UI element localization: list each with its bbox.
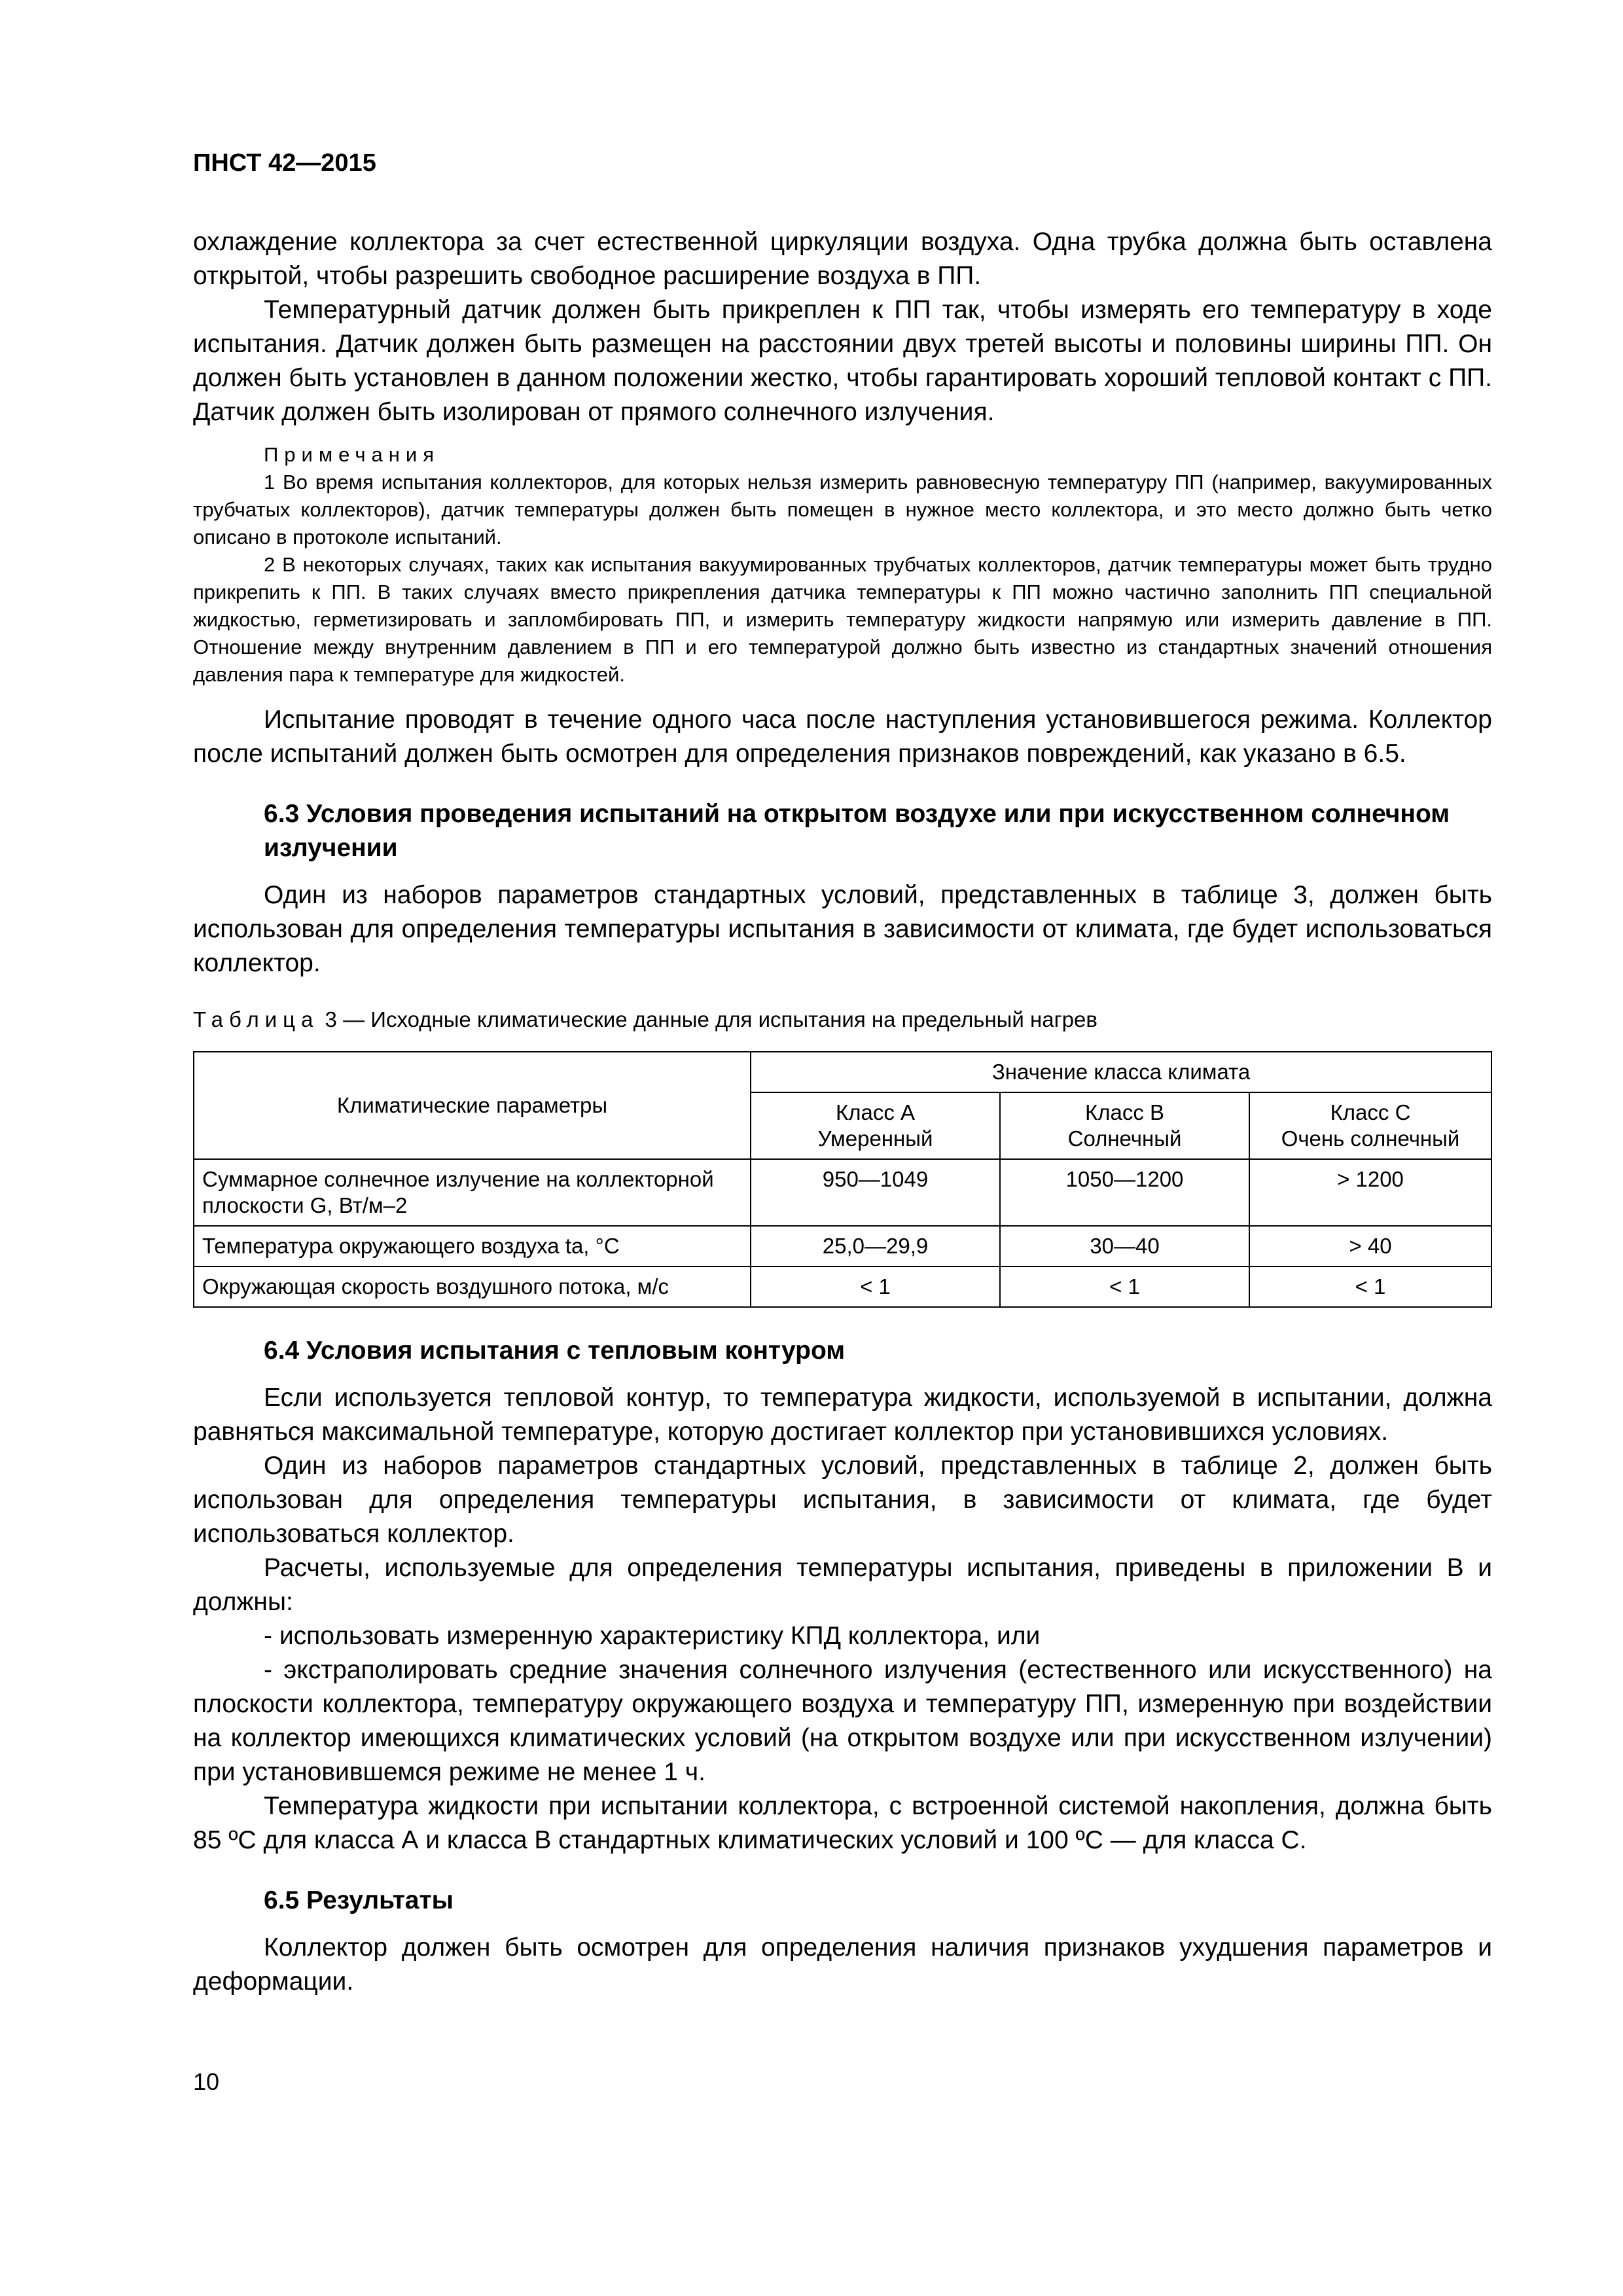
notes-title: Примечания xyxy=(264,443,440,466)
section-6-5-heading: 6.5 Результаты xyxy=(264,1886,454,1914)
section-6-5-text: Коллектор должен быть осмотрен для определения наличия признаков ухудшения параметров и деформации. xyxy=(193,1933,1492,1996)
section-6-4-p1: Если используется тепловой контур, то температура жидкости, используемой в испытании, должна равняться максимальной температуре, которую достигает коллектор при установившихся условиях. xyxy=(193,1384,1492,1446)
table-row xyxy=(194,1266,1491,1307)
param-header: Климатические параметры xyxy=(194,1052,751,1159)
row-value: < 1 xyxy=(751,1266,1000,1307)
class-c-name: Класс С xyxy=(1330,1100,1411,1124)
notes-block xyxy=(193,441,1492,689)
table-caption-text: 3 — Исходные климатические данные для испытания на предельный нагрев xyxy=(319,1007,1097,1031)
note-1: 1 Во время испытания коллекторов, для которых нельзя измерить равновесную температуру ПП (например, вакуумированных трубчатых коллекторов), датчик температуры должен быть помещен в нужное место коллектора, и это место должно быть четко описано в протоколе испытаний. xyxy=(193,471,1492,548)
section-6-4-p4: - использовать измеренную характеристику КПД коллектора, или xyxy=(264,1622,1041,1650)
row-value: 30—40 xyxy=(1000,1226,1249,1266)
class-c-desc: Очень солнечный xyxy=(1281,1126,1460,1151)
class-a-header xyxy=(751,1092,1000,1159)
section-6-4-p5: - экстраполировать средние значения солнечного излучения (естественного или искусственного) на плоскости коллектора, температуру окружающего воздуха и температуру ПП, измеренную при воздействии на коллектор имеющихся климатических условий (на открытом воздухе или при искусственном излучении) при установившемся режиме не менее 1 ч. xyxy=(193,1656,1492,1786)
paragraph-continuation: охлаждение коллектора за счет естественной циркуляции воздуха. Одна трубка должна быть оставлена открытой, чтобы разрешить свободное расширение воздуха в ПП. xyxy=(193,228,1492,290)
section-6-3-heading: 6.3 Условия проведения испытаний на открытом воздухе или при искусственном солнечном излучении xyxy=(264,800,1450,862)
paragraph-test-duration: Испытание проводят в течение одного часа после наступления установившегося режима. Коллектор после испытаний должен быть осмотрен для определения признаков повреждений, как указано в 6.5. xyxy=(193,706,1492,768)
class-a-desc: Умеренный xyxy=(817,1126,933,1151)
row-value: > 1200 xyxy=(1249,1159,1491,1226)
row-param: Суммарное солнечное излучение на коллекторной плоскости G, Вт/м–2 xyxy=(194,1159,751,1226)
section-6-3-text: Один из наборов параметров стандартных условий, представленных в таблице 3, должен быть использован для определения температуры испытания в зависимости от климата, где будет использоваться коллектор. xyxy=(193,881,1492,977)
table-caption xyxy=(193,1005,1492,1034)
class-c-header xyxy=(1249,1092,1491,1159)
row-value: > 40 xyxy=(1249,1226,1491,1266)
table-caption-word: Таблица xyxy=(193,1007,319,1031)
section-6-4-p3: Расчеты, используемые для определения температуры испытания, приведены в приложении В и должны: xyxy=(193,1554,1492,1616)
table-row xyxy=(194,1226,1491,1266)
section-6-4-heading: 6.4 Условия испытания с тепловым контуром xyxy=(264,1336,846,1365)
document-header: ПНСТ 42—2015 xyxy=(193,149,376,177)
row-param: Температура окружающего воздуха ta, °С xyxy=(194,1226,751,1266)
group-header: Значение класса климата xyxy=(751,1052,1491,1092)
row-value: 1050—1200 xyxy=(1000,1159,1249,1226)
class-b-header xyxy=(1000,1092,1249,1159)
paragraph-sensor: Температурный датчик должен быть прикреплен к ПП так, чтобы измерять его температуру в ходе испытания. Датчик должен быть размещен на расстоянии двух третей высоты и половины ширины ПП. Он должен быть установлен в данном положении жестко, чтобы гарантировать хороший тепловой контакт с ПП. Датчик должен быть изолирован от прямого солнечного излучения. xyxy=(193,296,1492,426)
note-2: 2 В некоторых случаях, таких как испытания вакуумированных трубчатых коллекторов, датчик температуры может быть трудно прикрепить к ПП. В таких случаях вместо прикрепления датчика температуры к ПП можно частично заполнить ПП специальной жидкостью, герметизировать и запломбировать ПП, и измерить температуру жидкости напрямую или измерить давление в ПП. Отношение между внутренним давлением в ПП и его температурой должно быть известно из стандартных значений отношения давления пара к температуре для жидкостей. xyxy=(193,553,1492,686)
table-row xyxy=(194,1159,1491,1226)
row-param: Окружающая скорость воздушного потока, м/с xyxy=(194,1266,751,1307)
class-b-desc: Солнечный xyxy=(1067,1126,1182,1151)
section-6-4-p2: Один из наборов параметров стандартных условий, представленных в таблице 2, должен быть использован для определения температуры испытания, в зависимости от климата, где будет использоваться коллектор. xyxy=(193,1452,1492,1548)
page-number: 10 xyxy=(193,2068,220,2095)
row-value: 950—1049 xyxy=(751,1159,1000,1226)
row-value: < 1 xyxy=(1000,1266,1249,1307)
row-value: < 1 xyxy=(1249,1266,1491,1307)
page-content xyxy=(193,148,1492,1999)
row-value: 25,0—29,9 xyxy=(751,1226,1000,1266)
climate-table xyxy=(193,1051,1492,1308)
class-b-name: Класс В xyxy=(1084,1100,1164,1124)
section-6-4-p6: Температура жидкости при испытании коллектора, с встроенной системой накопления, должна быть 85 ºС для класса А и класса В стандартных климатических условий и 100 ºС — для класса С. xyxy=(193,1792,1492,1854)
class-a-name: Класс А xyxy=(835,1100,915,1124)
